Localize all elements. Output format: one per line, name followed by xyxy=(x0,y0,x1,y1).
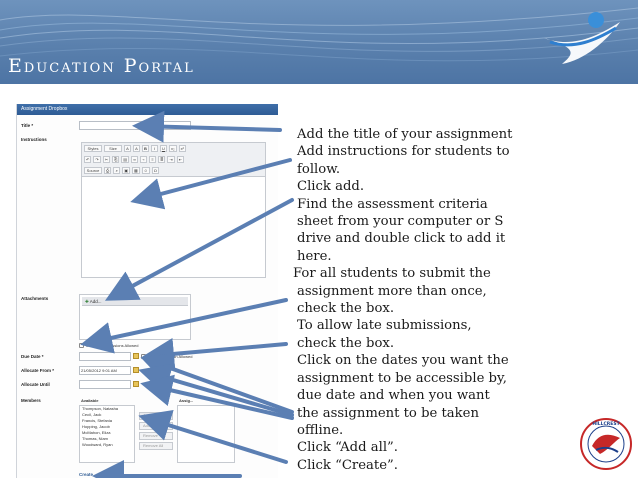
add-member-button[interactable]: Add xyxy=(139,422,173,430)
title-label: Title * xyxy=(21,123,34,128)
late-submission-checkbox[interactable] xyxy=(141,354,146,359)
college-logo-text: HILLCREST xyxy=(592,422,620,427)
assignment-form-screenshot xyxy=(16,104,278,478)
special-char-icon[interactable]: Ω xyxy=(153,168,157,173)
instruction-line: follow. xyxy=(297,161,341,177)
remove-all-button[interactable]: Remove All xyxy=(139,442,173,450)
indent-icon[interactable]: ⇥ xyxy=(169,157,173,162)
text-color-icon[interactable]: A xyxy=(124,145,131,152)
allocate-until-label: Allocate Until xyxy=(21,382,50,387)
available-members-label: Available xyxy=(81,398,99,403)
instruction-line: Click “Create”. xyxy=(297,457,398,473)
instruction-line: the assignment to be taken xyxy=(297,405,479,421)
instruction-line: offline. xyxy=(297,422,344,438)
instruction-line: Find the assessment criteria xyxy=(297,196,488,212)
swimmer-figure-icon xyxy=(540,8,624,70)
copy-icon[interactable]: ⎘ xyxy=(114,157,118,162)
list-item[interactable]: McMahon, Eliza xyxy=(82,430,111,435)
allocate-until-input[interactable] xyxy=(79,380,131,389)
due-date-input[interactable] xyxy=(79,352,131,361)
plus-icon: ✚ xyxy=(85,299,90,304)
bold-button[interactable]: B xyxy=(142,145,149,152)
instruction-line: Add instructions for students to xyxy=(297,144,510,160)
list-icon[interactable]: ≡ xyxy=(149,156,156,163)
assigned-members-label: Assig... xyxy=(179,398,194,403)
attachments-area[interactable] xyxy=(79,294,191,340)
numbered-list-icon[interactable]: ≣ xyxy=(160,157,164,162)
add-attachment-button[interactable]: ✚ Add... xyxy=(82,297,188,306)
unlink-icon[interactable]: ⌁ xyxy=(140,156,147,163)
instructions-text xyxy=(293,126,527,474)
portal-banner xyxy=(0,0,638,84)
instructions-editor[interactable] xyxy=(81,176,266,278)
instruction-line: check the box. xyxy=(297,301,395,317)
subscript-icon[interactable]: x₂ xyxy=(171,146,175,151)
editor-toolbar xyxy=(81,142,266,176)
instruction-line: Click “Add all”. xyxy=(297,440,398,456)
due-date-label: Due Date * xyxy=(21,354,44,359)
outdent-icon[interactable]: ⇤ xyxy=(178,157,183,162)
allocate-from-calendar-icon[interactable] xyxy=(133,367,139,373)
instruction-line: assignment more than once, xyxy=(297,283,487,299)
instruction-line: Add the title of your assignment xyxy=(297,127,513,142)
instruction-line: sheet from your computer or S xyxy=(297,214,504,230)
instruction-line: To allow late submissions, xyxy=(297,318,472,334)
italic-button[interactable]: I xyxy=(151,145,158,152)
multiple-submissions-label: Multiple Submissions Allowed xyxy=(86,343,139,348)
list-item[interactable]: Hopping, Jacob xyxy=(82,424,110,429)
redo-icon[interactable]: ↷ xyxy=(95,157,99,162)
underline-button[interactable]: U xyxy=(160,145,167,152)
multiple-submissions-checkbox[interactable] xyxy=(79,343,84,348)
paste-icon[interactable]: ▤ xyxy=(123,157,128,162)
assigned-members-list[interactable] xyxy=(177,405,235,463)
instruction-line: due date and when you want xyxy=(297,388,490,404)
list-item[interactable]: Francis, Stefania xyxy=(82,418,113,423)
source-button[interactable]: Source xyxy=(84,167,102,174)
table-icon[interactable]: ▦ xyxy=(133,168,138,173)
list-item[interactable]: Thomas, Niam xyxy=(82,436,109,441)
undo-icon[interactable]: ↶ xyxy=(86,157,90,162)
remove-member-button[interactable]: Remove xyxy=(139,432,173,440)
add-all-button[interactable]: Add All xyxy=(139,412,173,420)
instructions-label: Instructions xyxy=(21,137,47,142)
hillcrest-college-crest-icon xyxy=(578,416,634,472)
due-date-calendar-icon[interactable] xyxy=(133,353,139,359)
form-header: Assignment Dropbox xyxy=(17,104,278,115)
superscript-icon[interactable]: x² xyxy=(180,146,184,151)
allocate-from-input[interactable] xyxy=(79,366,131,375)
styles-dropdown[interactable]: Styles xyxy=(84,145,102,152)
allocate-from-value: 21/05/2012 9:01 AM xyxy=(81,368,117,373)
size-dropdown[interactable]: Size xyxy=(104,145,122,152)
instruction-line: Click add. xyxy=(297,179,365,195)
list-item[interactable]: Thompson, Natasha xyxy=(82,406,119,411)
instruction-line: drive and double click to add it xyxy=(297,231,506,247)
image-icon[interactable]: ▣ xyxy=(124,168,128,173)
list-item[interactable]: Cecil, Jack xyxy=(82,412,102,417)
title-input[interactable] xyxy=(79,121,191,130)
list-item[interactable]: Woodward, Ryan xyxy=(82,442,113,447)
find-icon[interactable]: ⌕ xyxy=(113,167,120,174)
instruction-line: Click on the dates you want the xyxy=(297,353,509,369)
banner-title: Education Portal xyxy=(8,55,195,77)
attachments-label: Attachments xyxy=(21,296,49,301)
late-submission-label: Late Submission Allowed xyxy=(148,354,193,359)
print-icon[interactable]: ⎙ xyxy=(106,168,110,173)
cut-icon[interactable]: ✂ xyxy=(104,157,109,162)
allocate-until-calendar-icon[interactable] xyxy=(133,381,139,387)
instruction-line: For all students to submit the xyxy=(293,266,491,282)
create-button[interactable]: Create xyxy=(79,472,94,477)
members-label: Members xyxy=(21,398,41,403)
smiley-icon[interactable]: ☺ xyxy=(143,168,148,173)
available-members-list[interactable] xyxy=(79,405,135,463)
instruction-line: check the box. xyxy=(297,335,395,351)
allocate-from-label: Allocate From * xyxy=(21,368,55,373)
link-icon[interactable]: ∞ xyxy=(131,156,138,163)
instruction-line: assignment to be accessible by, xyxy=(297,370,507,386)
bg-color-icon[interactable]: A xyxy=(133,145,140,152)
instruction-line: here. xyxy=(297,248,332,264)
